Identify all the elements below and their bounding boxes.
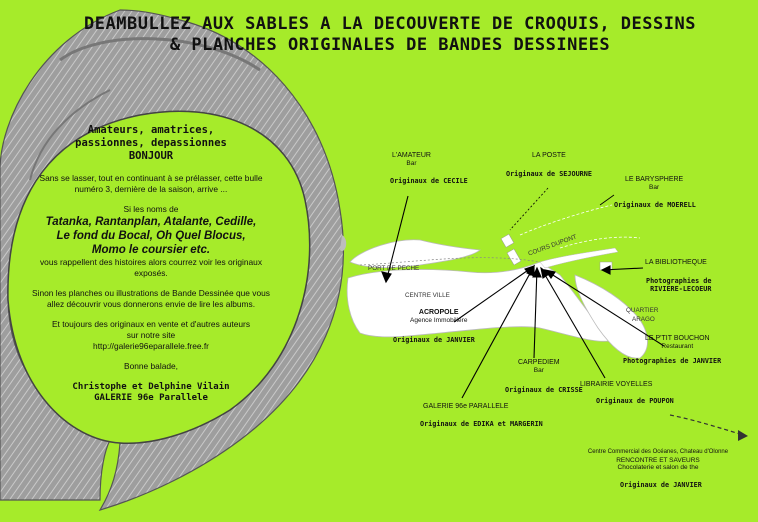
map-jetty (507, 249, 521, 265)
names-after-line: vous rappellent des histoires alors courrez voir les originaux (39, 257, 263, 267)
names-line: Le fond du Bocal, Oh Quel Blocus, (56, 230, 246, 242)
label-carpediem (518, 359, 560, 375)
place-name: LE P'TIT BOUCHON (645, 335, 710, 342)
signature-line: Christophe et Delphine Vilain (72, 382, 230, 392)
dashed-arrow-oceanes (670, 415, 740, 434)
place-type: Restaurant (661, 343, 694, 350)
bubble-text (8, 124, 294, 404)
area-quartier: QUARTIER (626, 307, 659, 314)
heading-line: Amateurs, amatrices, (87, 124, 215, 136)
area-arago: ARAGO (632, 316, 655, 323)
place-type: Agence Immobilière (410, 317, 468, 324)
title-line-2: & PLANCHES ORIGINALES DE BANDES DESSINEES (169, 35, 611, 55)
place-name: CARPEDIEM (518, 359, 560, 366)
arrow-barysphere (600, 195, 614, 205)
place-name: L'AMATEUR (392, 152, 431, 159)
dashed-arrow-head (738, 430, 748, 441)
area-port: PORT DE PECHE (368, 265, 420, 272)
originals-barysphere: Originaux de MOERELL (614, 201, 696, 209)
area-cours: COURS DUPONT (527, 233, 578, 258)
label-amateur (392, 152, 431, 168)
place-subtitle: RENCONTRE ET SAVEURS (616, 456, 700, 464)
names-line: Tatanka, Rantanplan, Atalante, Cedille, (45, 216, 257, 228)
originals-acropole: Originaux de JANVIER (393, 336, 475, 344)
originals-bouchon: Photographies de JANVIER (623, 357, 722, 365)
map-jetty (501, 234, 514, 247)
originals-carpediem: Originaux de CRISSE (505, 386, 583, 394)
arrow-poste (510, 188, 548, 230)
place-name: LE BARYSPHERE (625, 176, 684, 183)
originals-galerie: Originaux de EDIKA et MARGERIN (420, 420, 543, 428)
label-poste: LA POSTE (532, 152, 566, 159)
place-type: Bar (406, 160, 417, 167)
heading-line: passionnes, depassionnes (75, 137, 227, 149)
heading-line: BONJOUR (128, 150, 174, 162)
originals-bibliotheque: Photographies de RIVIERE-LECOEUR (646, 277, 712, 293)
names-intro: Si les noms de (123, 204, 179, 214)
para-line: Et toujours des originaux en vente et d'autres auteurs (51, 319, 251, 329)
para-line: sur notre site (126, 330, 176, 340)
place-subtitle: Chocolaterie et salon de the (617, 464, 699, 471)
place-name: Centre Commercial des Océanes, Chateau d'Olonne (587, 449, 729, 455)
names-after-line: exposés. (134, 268, 168, 278)
originals-poste: Originaux de SEJOURNE (506, 170, 592, 178)
map-land-port (350, 240, 480, 268)
originals-amateur: Originaux de CECILE (390, 177, 468, 185)
label-acropole (410, 309, 467, 325)
website-link[interactable]: http://galerie96eparallele.free.fr (93, 341, 209, 351)
label-librairie: LIBRAIRIE VOYELLES (580, 381, 653, 388)
closing: Bonne balade, (123, 361, 179, 371)
bubble-heading (8, 124, 294, 163)
originals-librairie: Originaux de POUPON (596, 397, 674, 405)
area-centre: CENTRE VILLE (405, 292, 450, 299)
originals-oceanes: Originaux de JANVIER (620, 481, 702, 489)
label-bouchon (645, 335, 710, 351)
title-line-1: DEAMBULLEZ AUX SABLES A LA DECOUVERTE DE CROQUIS, DESSINS (84, 14, 696, 34)
label-bibliotheque: LA BIBLIOTHEQUE (645, 259, 707, 266)
label-barysphere (625, 176, 683, 192)
intro-line: numéro 3, dernière de la saison, arrive ... (74, 184, 228, 194)
place-name: ACROPOLE (418, 309, 459, 316)
names-line: Momo le coursier etc. (91, 244, 211, 256)
place-type: Bar (649, 184, 660, 191)
signature-line: GALERIE 96e Parallele (94, 393, 208, 403)
place-type: Bar (533, 367, 544, 374)
para-line: Sinon les planches ou illustrations de Bande Dessinée que vous (32, 288, 270, 298)
label-galerie: GALERIE 96e PARALLELE (423, 403, 509, 410)
para-line: allez découvrir vous donnerons envie de lire les albums. (46, 299, 256, 309)
map-road (520, 205, 612, 235)
label-oceanes (568, 449, 748, 472)
map-land-west (340, 235, 346, 251)
author-names (8, 215, 294, 257)
intro-line: Sans se lasser, tout en continuant à se prélasser, cette bulle (39, 173, 263, 183)
page-title (40, 14, 740, 56)
signature (8, 382, 294, 404)
